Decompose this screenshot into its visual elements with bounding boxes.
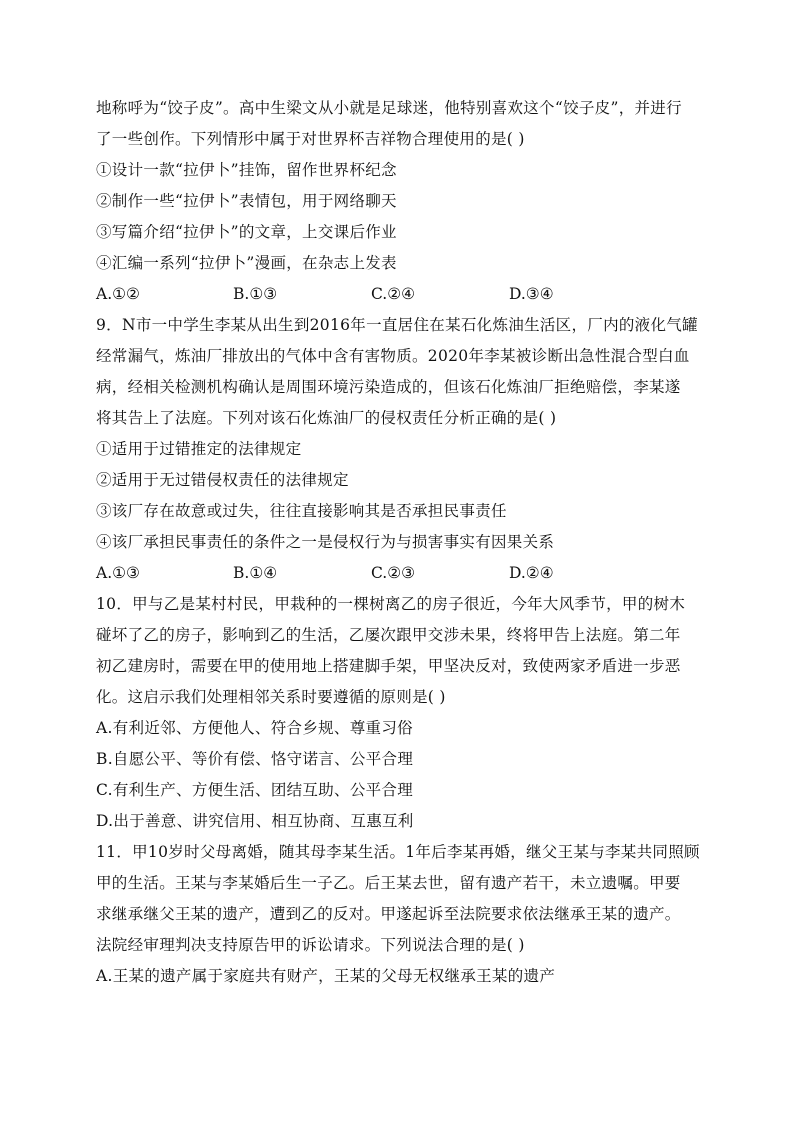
q9-option-b: B.①④ <box>233 564 278 582</box>
q10-stem-line-3: 初乙建房时，需要在甲的使用地上搭建脚手架，甲坚决反对，致使两家矛盾进一步恶 <box>96 657 681 675</box>
q9-stem-line-1: 9．N市一中学生李某从出生到2016年一直居住在某石化炼油生活区，厂内的液化气罐 <box>96 316 698 334</box>
q8-options <box>96 279 708 310</box>
q10-option-d: D.出于善意、讲究信用、相互协商、互惠互利 <box>96 812 414 830</box>
q11-stem-line-3: 求继承继父王某的遗产，遭到乙的反对。甲遂起诉至法院要求依法继承王某的遗产。 <box>96 905 681 923</box>
q11-option-a: A.王某的遗产属于家庭共有财产，王某的父母无权继承王某的遗产 <box>96 967 556 985</box>
question-11 <box>96 837 708 992</box>
q10-option-c: C.有利生产、方便生活、团结互助、公平合理 <box>96 781 414 799</box>
question-8 <box>96 93 708 310</box>
q10-stem-line-2: 碰坏了乙的房子，影响到乙的生活，乙屡次跟甲交涉未果，终将甲告上法庭。第二年 <box>96 626 681 644</box>
q8-option-b: B.①③ <box>233 285 278 303</box>
q10-option-a: A.有利近邻、方便他人、符合乡规、尊重习俗 <box>96 719 413 737</box>
q9-option-a: A.①③ <box>96 564 140 582</box>
q8-option-d: D.③④ <box>509 285 554 303</box>
q8-option-c: C.②④ <box>371 285 416 303</box>
q10-option-b: B.自愿公平、等价有偿、恪守诺言、公平合理 <box>96 750 414 768</box>
question-10 <box>96 589 708 837</box>
q9-item-3: ③该厂存在故意或过失，往往直接影响其是否承担民事责任 <box>96 502 507 520</box>
q8-item-3: ③写篇介绍“拉伊卜”的文章，上交课后作业 <box>96 223 397 241</box>
q8-stem-line-2: 了一些创作。下列情形中属于对世界杯吉祥物合理使用的是( ) <box>96 130 525 148</box>
q8-item-1: ①设计一款“拉伊卜”挂饰，留作世界杯纪念 <box>96 161 397 179</box>
q8-item-4: ④汇编一系列“拉伊卜”漫画，在杂志上发表 <box>96 254 397 272</box>
q11-stem-line-4: 法院经审理判决支持原告甲的诉讼请求。下列说法合理的是( ) <box>96 936 525 954</box>
q9-item-4: ④该厂承担民事责任的条件之一是侵权行为与损害事实有因果关系 <box>96 533 555 551</box>
q9-option-c: C.②③ <box>371 564 416 582</box>
q9-item-2: ②适用于无过错侵权责任的法律规定 <box>96 471 349 489</box>
q8-item-2: ②制作一些“拉伊卜”表情包，用于网络聊天 <box>96 192 397 210</box>
q11-stem-line-2: 甲的生活。王某与李某婚后生一子乙。后王某去世，留有遗产若干，未立遗嘱。甲要 <box>96 874 681 892</box>
q9-stem-line-2: 经常漏气，炼油厂排放出的气体中含有害物质。2020年李某被诊断出急性混合型白血 <box>96 347 690 365</box>
q9-stem-line-4: 将其告上了法庭。下列对该石化炼油厂的侵权责任分析正确的是( ) <box>96 409 557 427</box>
q10-stem-line-4: 化。这启示我们处理相邻关系时要遵循的原则是( ) <box>96 688 446 706</box>
q9-options <box>96 558 708 589</box>
q8-stem-line-1: 地称呼为“饺子皮”。高中生梁文从小就是足球迷，他特别喜欢这个“饺子皮”，并进行 <box>96 99 682 117</box>
q9-item-1: ①适用于过错推定的法律规定 <box>96 440 302 458</box>
q8-option-a: A.①② <box>96 285 140 303</box>
q10-stem-line-1: 10．甲与乙是某村村民，甲栽种的一棵树离乙的房子很近，今年大风季节，甲的树木 <box>96 595 686 613</box>
q9-stem-line-3: 病，经相关检测机构确认是周围环境污染造成的，但该石化炼油厂拒绝赔偿，李某遂 <box>96 378 681 396</box>
exam-page <box>96 93 708 992</box>
question-9 <box>96 310 708 589</box>
q9-option-d: D.②④ <box>509 564 554 582</box>
q11-stem-line-1: 11．甲10岁时父母离婚，随其母李某生活。1年后李某再婚，继父王某与李某共同照顾 <box>96 843 700 861</box>
